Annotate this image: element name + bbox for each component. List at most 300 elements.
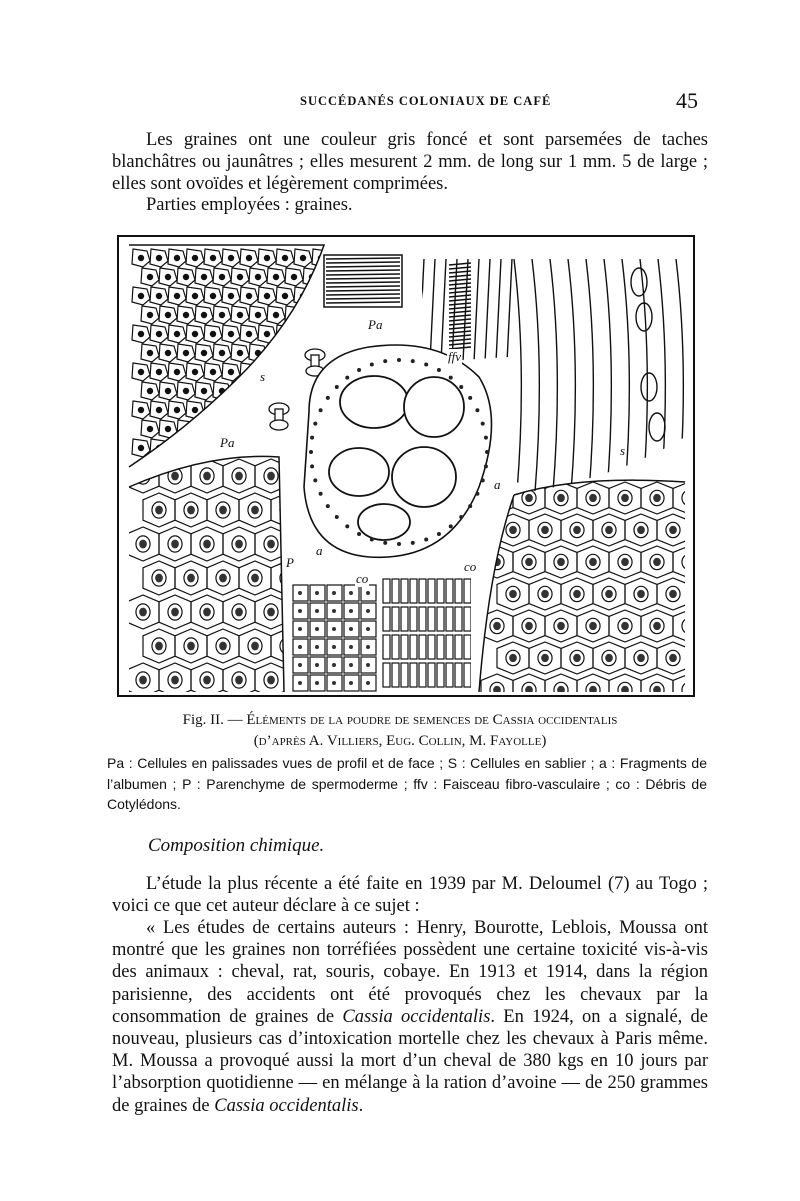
- species-name: Cassia occidentalis: [342, 1006, 491, 1027]
- label-pa-top: Pa: [368, 317, 383, 332]
- drawing-stroke: [237, 312, 242, 317]
- drawing-stroke: [210, 445, 215, 450]
- drawing-stroke: [383, 663, 390, 687]
- paragraph-study: [112, 873, 708, 917]
- drawing-stroke: [192, 407, 197, 412]
- drawing-stroke: [310, 436, 314, 440]
- drawing-stroke: [147, 388, 152, 393]
- drawing-stroke: [685, 622, 693, 630]
- paragraph-text: Parties employées : graines.: [146, 195, 353, 215]
- drawing-stroke: [174, 293, 179, 298]
- drawing-stroke: [514, 259, 521, 492]
- page-header: [0, 88, 800, 116]
- drawing-stroke: [573, 654, 581, 662]
- drawing-stroke: [332, 663, 336, 667]
- drawing-stroke: [315, 591, 319, 595]
- drawing-stroke: [446, 663, 453, 687]
- paragraph-parts-used: [112, 194, 708, 216]
- drawing-stroke: [267, 608, 275, 617]
- drawing-stroke: [428, 635, 435, 659]
- paragraph-text: . En 1924, on a signalé, de nouveau, plusieurs cas d’intoxication mortelle chez les chevaux à Paris même. M. Moussa a provoqué aussi la mort d’un cheval de 380 kgs en 10 jours par l’absorption quotidienne — en mélange à la ration d’avoine — de 250 grammes de graines de: [112, 1006, 709, 1116]
- drawing-stroke: [449, 524, 453, 528]
- drawing-stroke: [291, 464, 296, 469]
- drawing-stroke: [171, 676, 179, 685]
- drawing-stroke: [485, 450, 489, 454]
- drawing-stroke: [464, 663, 471, 687]
- drawing-stroke: [335, 515, 339, 519]
- drawing-stroke: [449, 327, 471, 329]
- drawing-stroke: [631, 268, 647, 296]
- drawing-stroke: [246, 293, 251, 298]
- drawing-stroke: [165, 426, 170, 431]
- drawing-stroke: [621, 622, 629, 630]
- drawing-stroke: [449, 283, 471, 285]
- drawing-stroke: [673, 482, 693, 514]
- drawing-stroke: [682, 554, 693, 569]
- drawing-stroke: [147, 464, 152, 469]
- drawing-stroke: [685, 686, 693, 694]
- drawing-stroke: [493, 494, 501, 502]
- spermoderm-parenchyma-right: [481, 482, 693, 695]
- drawing-stroke: [267, 676, 275, 685]
- drawing-stroke: [573, 590, 581, 598]
- drawing-stroke: [339, 306, 357, 324]
- paragraph-text: « Les études de certains auteurs : Henry, Bourotte, Leblois, Moussa ont montré que les graines non torréfiées possèdent une certaine toxicité vis-à-vis des animaux : cheval, rat, souris, cobaye. En 1913 et 1914, dans la région parisienne, des accidents ont été provoqués chez les chevaux par la consommation de graines de: [112, 918, 708, 1027]
- fibro-vascular-bundle: [419, 259, 512, 362]
- drawing-stroke: [349, 645, 353, 649]
- drawing-stroke: [203, 608, 211, 617]
- drawing-stroke: [689, 642, 693, 674]
- albumen-fragment: [304, 345, 492, 557]
- drawing-stroke: [273, 312, 278, 317]
- drawing-stroke: [419, 579, 426, 603]
- drawing-stroke: [283, 574, 291, 583]
- drawing-stroke: [419, 663, 426, 687]
- drawing-stroke: [222, 401, 240, 419]
- drawing-stroke: [658, 259, 665, 492]
- drawing-stroke: [219, 506, 227, 515]
- drawing-stroke: [300, 369, 305, 374]
- drawing-stroke: [392, 663, 399, 687]
- drawing-stroke: [235, 540, 243, 549]
- drawing-stroke: [541, 526, 549, 534]
- drawing-stroke: [676, 259, 683, 492]
- label-a-left: a: [316, 543, 323, 558]
- drawing-stroke: [366, 645, 370, 649]
- drawing-stroke: [541, 590, 549, 598]
- drawing-stroke: [468, 504, 472, 508]
- drawing-stroke: [285, 458, 303, 476]
- drawing-stroke: [192, 369, 197, 374]
- drawing-stroke: [315, 681, 319, 685]
- page-number: 45: [676, 88, 698, 113]
- drawing-stroke: [138, 407, 143, 412]
- drawing-stroke: [525, 494, 533, 502]
- drawing-stroke: [235, 608, 243, 617]
- drawing-stroke: [271, 629, 303, 663]
- drawing-stroke: [203, 472, 211, 481]
- drawing-stroke: [298, 663, 302, 667]
- drawing-stroke: [653, 622, 661, 630]
- drawing-stroke: [165, 388, 170, 393]
- drawing-stroke: [589, 494, 597, 502]
- drawing-stroke: [219, 274, 224, 279]
- drawing-stroke: [366, 609, 370, 613]
- drawing-stroke: [326, 286, 400, 287]
- drawing-stroke: [267, 540, 275, 549]
- drawing-stroke: [165, 312, 170, 317]
- drawing-stroke: [525, 558, 533, 566]
- drawing-stroke: [264, 255, 269, 260]
- drawing-stroke: [455, 635, 462, 659]
- drawing-stroke: [326, 274, 400, 275]
- drawing-stroke: [336, 331, 341, 336]
- drawing-stroke: [557, 494, 565, 502]
- drawing-stroke: [474, 259, 479, 362]
- drawing-stroke: [383, 635, 390, 659]
- drawing-stroke: [449, 303, 471, 305]
- drawing-stroke: [319, 408, 323, 412]
- drawing-stroke: [276, 363, 294, 381]
- figure-caption-credit: [0, 731, 800, 752]
- drawing-stroke: [330, 325, 348, 343]
- drawing-stroke: [392, 607, 399, 631]
- figure-legend: Pa : Cellules en palissades vues de profil et de face ; S : Cellules en sablier ; a : Fragments de l’albumen ; P : Parenchyme de spermoderme ; ffv : Faisceau fibro-vasculaire ; co : Débris de Cotylédons.: [107, 755, 707, 812]
- drawing-stroke: [171, 540, 179, 549]
- drawing-stroke: [326, 396, 330, 400]
- drawing-stroke: [621, 686, 629, 694]
- drawing-stroke: [192, 445, 197, 450]
- drawing-stroke: [463, 259, 468, 362]
- drawing-stroke: [332, 681, 336, 685]
- drawing-stroke: [366, 591, 370, 595]
- drawing-stroke: [276, 439, 294, 457]
- drawing-stroke: [251, 506, 259, 515]
- drawing-stroke: [370, 363, 374, 367]
- drawing-stroke: [298, 645, 302, 649]
- drawing-stroke: [240, 401, 258, 419]
- running-head: SUCCÉDANÉS COLONIAUX DE CAFÉ: [300, 94, 552, 108]
- drawing-stroke: [291, 312, 296, 317]
- drawing-stroke: [653, 686, 661, 694]
- drawing-stroke: [550, 259, 557, 492]
- drawing-stroke: [481, 422, 485, 426]
- label-co-right: co: [464, 559, 477, 574]
- drawing-stroke: [327, 350, 332, 355]
- drawing-stroke: [392, 447, 456, 507]
- drawing-stroke: [605, 590, 613, 598]
- drawing-stroke: [475, 492, 479, 496]
- drawing-stroke: [246, 255, 251, 260]
- drawing-stroke: [235, 472, 243, 481]
- drawing-stroke: [437, 607, 444, 631]
- drawing-stroke: [282, 293, 287, 298]
- drawing-stroke: [183, 350, 188, 355]
- drawing-stroke: [449, 279, 471, 281]
- drawing-stroke: [258, 439, 276, 457]
- drawing-stroke: [455, 607, 462, 631]
- drawing-stroke: [273, 350, 278, 355]
- drawing-stroke: [358, 504, 410, 540]
- drawing-stroke: [165, 274, 170, 279]
- drawing-stroke: [139, 540, 147, 549]
- drawing-stroke: [326, 278, 400, 279]
- drawing-stroke: [237, 350, 242, 355]
- drawing-stroke: [156, 293, 161, 298]
- drawing-stroke: [155, 642, 163, 651]
- drawing-stroke: [210, 407, 215, 412]
- drawing-stroke: [192, 293, 197, 298]
- drawing-stroke: [484, 464, 488, 468]
- drawing-stroke: [294, 325, 312, 343]
- drawing-stroke: [340, 376, 408, 428]
- drawing-stroke: [649, 413, 665, 441]
- drawing-stroke: [291, 274, 296, 279]
- drawing-stroke: [183, 312, 188, 317]
- drawing-stroke: [446, 607, 453, 631]
- drawing-stroke: [411, 359, 415, 363]
- drawing-stroke: [285, 344, 303, 362]
- drawing-stroke: [326, 266, 400, 267]
- drawing-stroke: [673, 610, 693, 642]
- drawing-stroke: [557, 622, 565, 630]
- drawing-stroke: [366, 663, 370, 667]
- label-a-right: a: [494, 477, 501, 492]
- drawing-stroke: [455, 579, 462, 603]
- drawing-stroke: [468, 396, 472, 400]
- drawing-stroke: [507, 259, 512, 362]
- drawing-stroke: [192, 255, 197, 260]
- drawing-stroke: [449, 291, 471, 293]
- drawing-stroke: [237, 426, 242, 431]
- drawing-stroke: [255, 388, 260, 393]
- drawing-stroke: [689, 514, 693, 546]
- drawing-stroke: [326, 270, 400, 271]
- drawing-stroke: [201, 350, 206, 355]
- drawing-stroke: [345, 312, 350, 317]
- drawing-stroke: [246, 331, 251, 336]
- drawing-stroke: [283, 506, 291, 515]
- drawing-stroke: [264, 445, 269, 450]
- drawing-stroke: [219, 574, 227, 583]
- drawing-stroke: [464, 579, 471, 603]
- drawing-stroke: [673, 546, 693, 578]
- drawing-stroke: [139, 676, 147, 685]
- drawing-stroke: [174, 369, 179, 374]
- drawing-stroke: [228, 369, 233, 374]
- drawing-stroke: [219, 350, 224, 355]
- drawing-stroke: [437, 532, 441, 536]
- drawing-stroke: [313, 478, 317, 482]
- drawing-stroke: [685, 558, 693, 566]
- drawing-stroke: [424, 537, 428, 541]
- drawing-stroke: [485, 259, 490, 362]
- drawing-stroke: [493, 686, 501, 694]
- drawing-stroke: [335, 385, 339, 389]
- drawing-stroke: [273, 388, 278, 393]
- drawing-stroke: [637, 526, 645, 534]
- drawing-stroke: [509, 654, 517, 662]
- drawing-stroke: [329, 448, 389, 496]
- drawing-stroke: [326, 294, 400, 295]
- drawing-stroke: [641, 373, 657, 401]
- figure-drawing: [119, 237, 693, 695]
- drawing-stroke: [493, 622, 501, 630]
- drawing-stroke: [326, 302, 400, 303]
- drawing-stroke: [410, 635, 417, 659]
- drawing-stroke: [410, 579, 417, 603]
- drawing-stroke: [201, 274, 206, 279]
- drawing-stroke: [496, 259, 501, 362]
- right-fibres: [514, 259, 683, 492]
- drawing-stroke: [201, 388, 206, 393]
- drawing-stroke: [437, 368, 441, 372]
- drawing-stroke: [383, 579, 390, 603]
- drawing-stroke: [449, 376, 453, 380]
- drawing-stroke: [332, 609, 336, 613]
- drawing-stroke: [255, 426, 260, 431]
- drawing-stroke: [201, 312, 206, 317]
- drawing-stroke: [349, 609, 353, 613]
- drawing-stroke: [270, 420, 288, 430]
- drawing-stroke: [345, 524, 349, 528]
- drawing-stroke: [313, 422, 317, 426]
- drawing-stroke: [326, 262, 400, 263]
- drawing-stroke: [682, 618, 693, 633]
- drawing-stroke: [452, 259, 457, 362]
- drawing-stroke: [541, 654, 549, 662]
- drawing-stroke: [557, 686, 565, 694]
- label-p: P: [286, 555, 294, 570]
- drawing-stroke: [138, 369, 143, 374]
- drawing-stroke: [428, 579, 435, 603]
- drawing-stroke: [138, 255, 143, 260]
- cotyledon-debris-left: [293, 585, 376, 691]
- drawing-stroke: [605, 526, 613, 534]
- drawing-stroke: [267, 344, 285, 362]
- drawing-stroke: [332, 645, 336, 649]
- drawing-stroke: [428, 607, 435, 631]
- drawing-stroke: [604, 259, 611, 492]
- drawing-stroke: [689, 578, 693, 610]
- drawing-stroke: [449, 335, 471, 337]
- drawing-stroke: [231, 382, 249, 400]
- paragraph-text: .: [358, 1095, 364, 1116]
- drawing-stroke: [201, 426, 206, 431]
- figure-caption-title: [0, 710, 800, 731]
- drawing-stroke: [327, 312, 332, 317]
- drawing-stroke: [174, 407, 179, 412]
- drawing-stroke: [430, 259, 435, 362]
- drawing-stroke: [171, 472, 179, 481]
- drawing-stroke: [383, 541, 387, 545]
- drawing-stroke: [349, 627, 353, 631]
- drawing-stroke: [449, 299, 471, 301]
- drawing-stroke: [449, 315, 471, 317]
- drawing-stroke: [411, 541, 415, 545]
- drawing-stroke: [203, 540, 211, 549]
- drawing-stroke: [669, 526, 677, 534]
- drawing-stroke: [138, 331, 143, 336]
- drawing-stroke: [419, 607, 426, 631]
- drawing-stroke: [138, 445, 143, 450]
- paragraph-text: Les graines ont une couleur gris foncé et sont parsemées de taches blanchâtres ou jaunâtres ; elles mesurent 2 mm. de long sur 1 mm. 5 de large ; elles sont ovoïdes et légèrement comprimées.: [112, 130, 708, 194]
- drawing-stroke: [401, 663, 408, 687]
- drawing-stroke: [383, 359, 387, 363]
- drawing-stroke: [139, 472, 147, 481]
- drawing-stroke: [219, 426, 224, 431]
- drawing-stroke: [285, 382, 303, 400]
- drawing-stroke: [186, 439, 204, 457]
- drawing-stroke: [392, 635, 399, 659]
- drawing-stroke: [682, 490, 693, 505]
- drawing-stroke: [509, 590, 517, 598]
- drawing-stroke: [318, 331, 323, 336]
- drawing-stroke: [459, 385, 463, 389]
- drawing-stroke: [428, 663, 435, 687]
- drawing-stroke: [156, 331, 161, 336]
- drawing-stroke: [255, 312, 260, 317]
- drawing-stroke: [228, 255, 233, 260]
- drawing-stroke: [484, 436, 488, 440]
- drawing-stroke: [332, 627, 336, 631]
- drawing-stroke: [174, 331, 179, 336]
- drawing-stroke: [155, 506, 163, 515]
- drawing-stroke: [298, 591, 302, 595]
- drawing-stroke: [332, 591, 336, 595]
- drawing-stroke: [326, 504, 330, 508]
- drawing-stroke: [669, 654, 677, 662]
- label-s-left: s: [260, 369, 266, 384]
- drawing-stroke: [404, 377, 464, 437]
- drawing-stroke: [267, 472, 275, 481]
- drawing-stroke: [276, 325, 294, 343]
- drawing-stroke: [410, 663, 417, 687]
- drawing-stroke: [464, 635, 471, 659]
- drawing-stroke: [357, 532, 361, 536]
- drawing-stroke: [219, 642, 227, 651]
- drawing-stroke: [183, 274, 188, 279]
- drawing-stroke: [156, 255, 161, 260]
- label-ffv: ffv: [448, 349, 461, 364]
- drawing-stroke: [401, 607, 408, 631]
- drawing-stroke: [568, 259, 575, 492]
- drawing-stroke: [315, 609, 319, 613]
- drawing-stroke: [280, 502, 294, 518]
- drawing-stroke: [589, 558, 597, 566]
- drawing-stroke: [237, 388, 242, 393]
- drawing-stroke: [228, 407, 233, 412]
- drawing-stroke: [187, 506, 195, 515]
- drawing-stroke: [525, 686, 533, 694]
- drawing-stroke: [138, 293, 143, 298]
- drawing-stroke: [326, 282, 400, 283]
- drawing-stroke: [203, 676, 211, 685]
- drawing-stroke: [282, 369, 287, 374]
- drawing-stroke: [481, 478, 485, 482]
- drawing-stroke: [449, 331, 471, 333]
- drawing-stroke: [282, 331, 287, 336]
- figure-credit: (d’après A. Villiers, Eug. Collin, M. Fayolle): [253, 733, 547, 749]
- spermoderm-parenchyma-left: [127, 459, 303, 695]
- section-heading: Composition chimique.: [148, 835, 325, 856]
- drawing-stroke: [264, 331, 269, 336]
- drawing-stroke: [349, 663, 353, 667]
- drawing-stroke: [557, 558, 565, 566]
- drawing-stroke: [291, 388, 296, 393]
- drawing-stroke: [177, 420, 195, 438]
- drawing-stroke: [298, 627, 302, 631]
